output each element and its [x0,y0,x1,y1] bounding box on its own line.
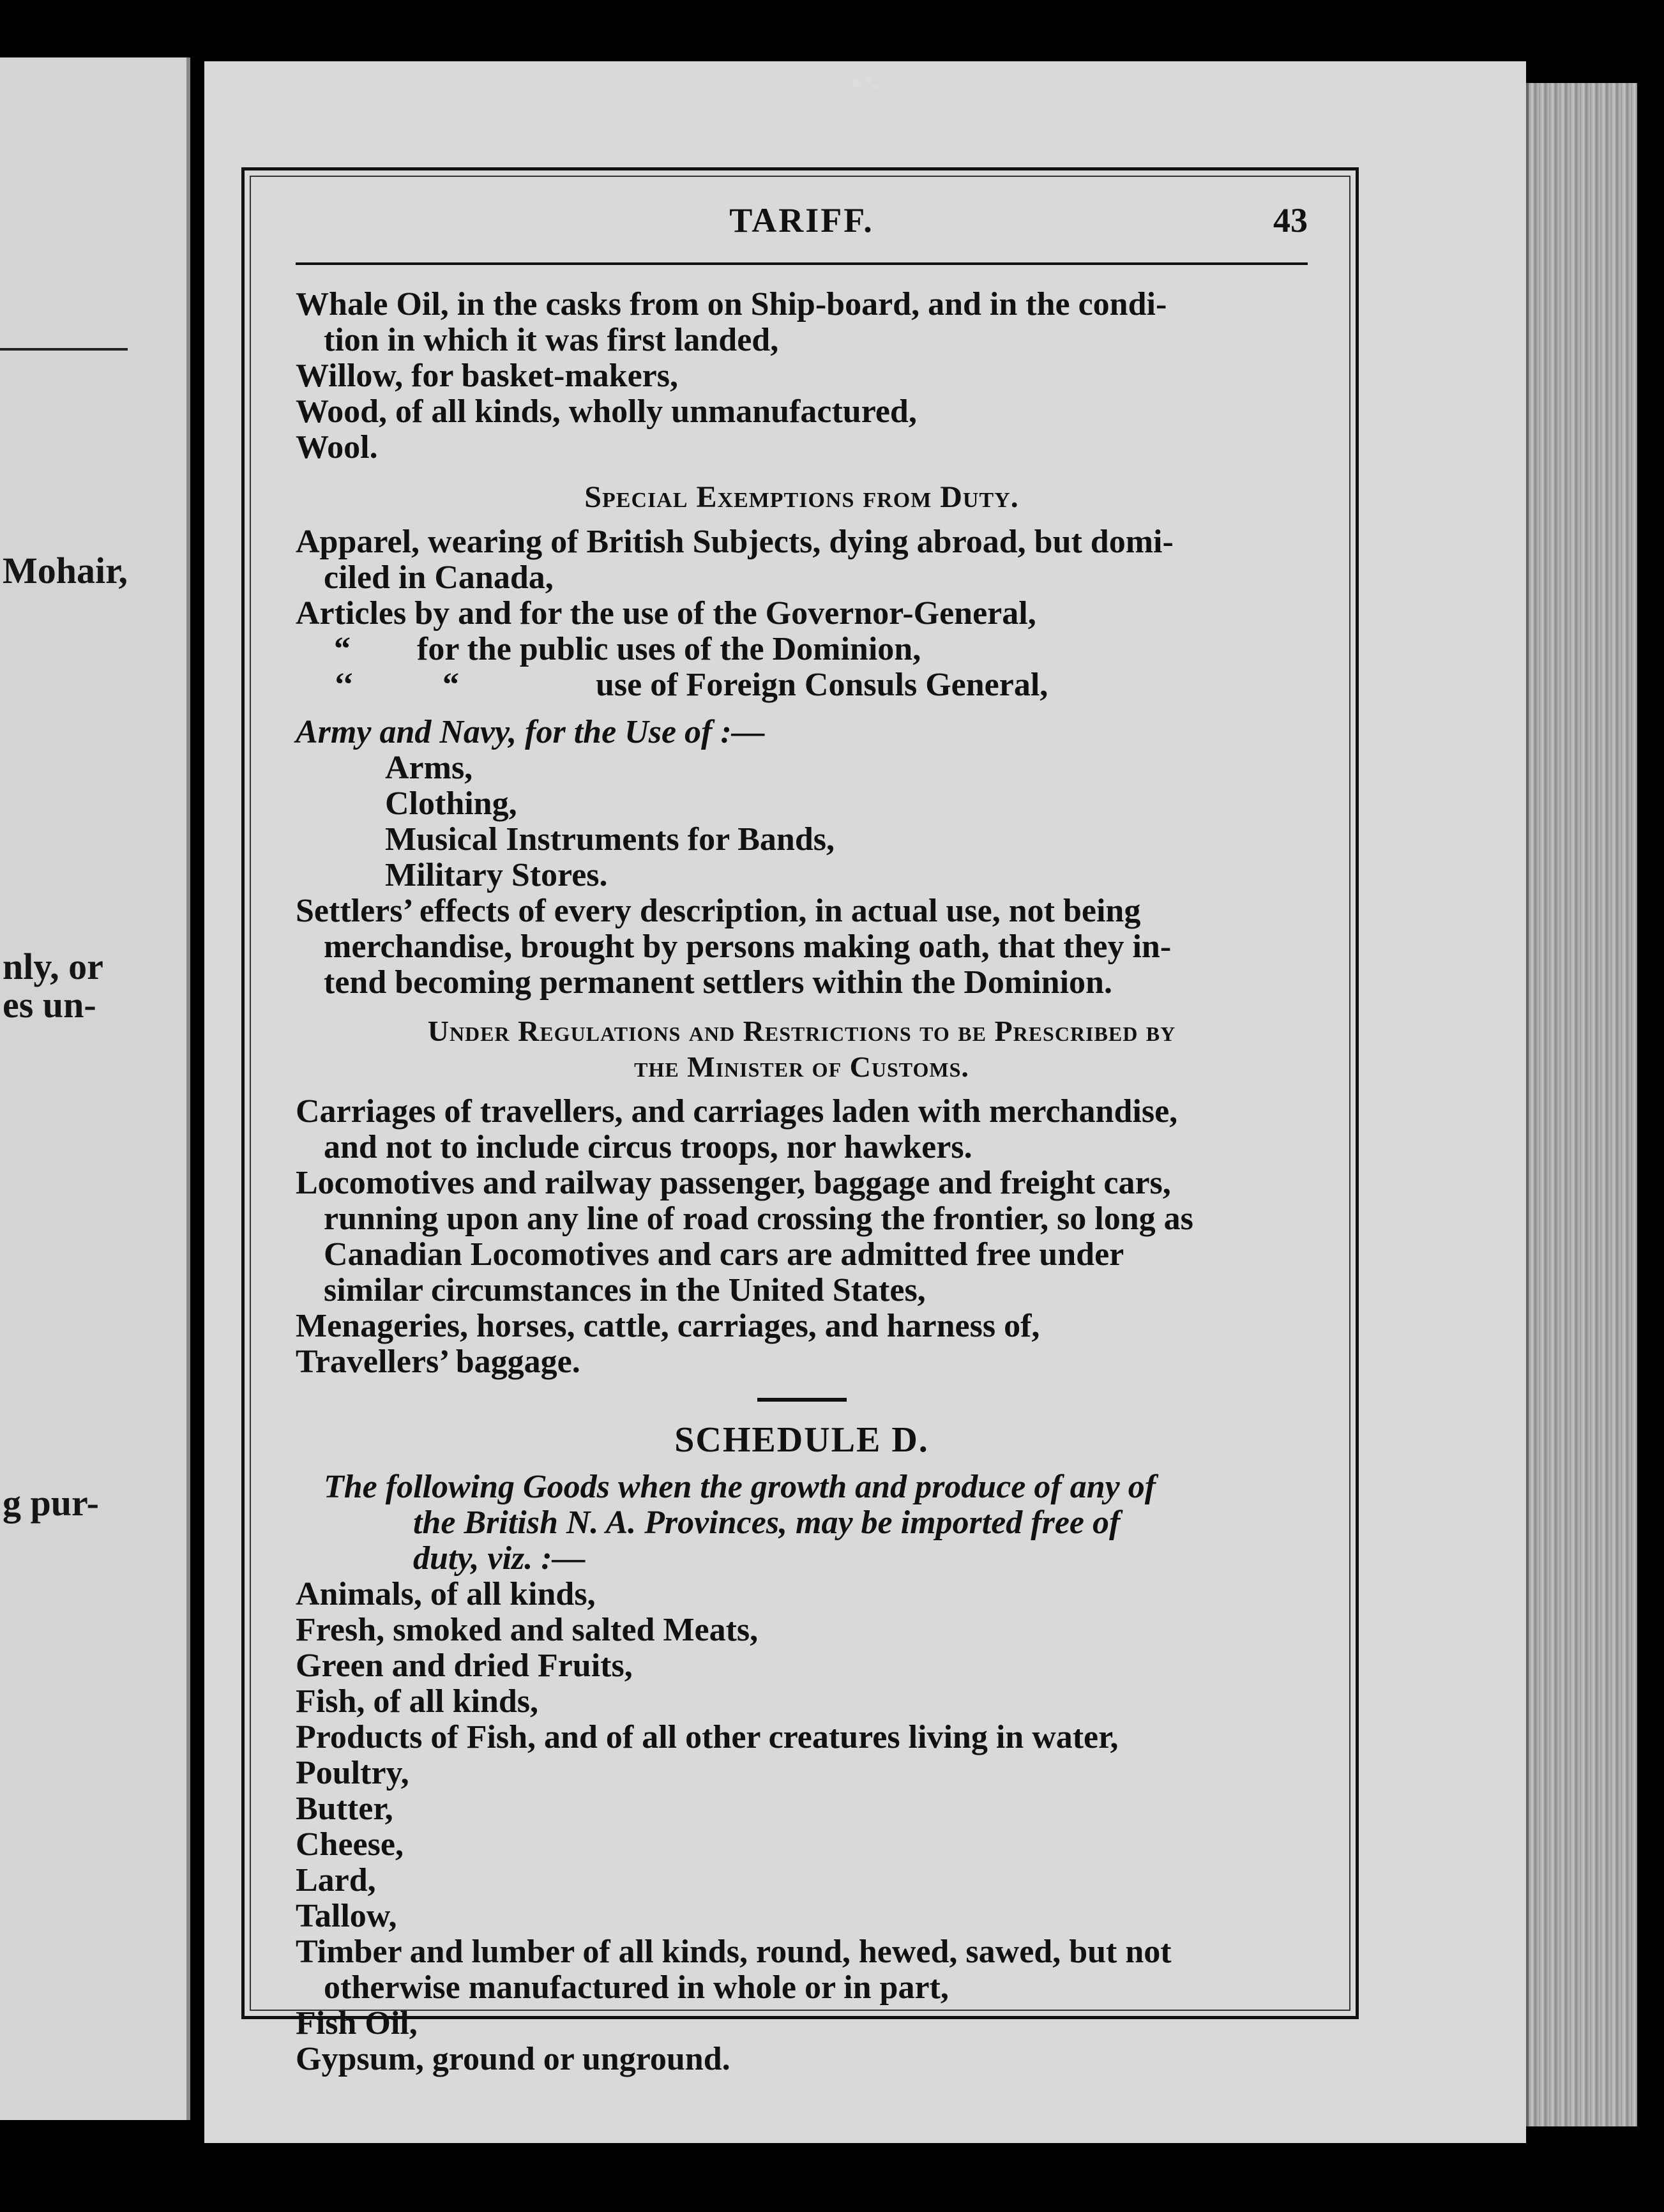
list-item: Wool. [296,429,378,466]
schedule-intro [296,1469,1308,1577]
list-item-continuation: tend becoming permanent settlers within the Dominion. [324,964,1112,1001]
running-header [296,202,1308,254]
ditto-mark: ‘‘ [334,667,354,703]
list-item-continuation: otherwise manufactured in whole or in part, [324,1969,949,2006]
book-page [204,61,1526,2143]
list-item: Carriages of travellers, and carriages laden with merchandise, [296,1093,1178,1130]
list-item: Fish Oil, [296,2005,418,2042]
list-item: Fish, of all kinds, [296,1683,539,1720]
list-item: Tallow, [296,1898,397,1934]
facing-page-fragment: g pur- [3,1482,99,1524]
list-item: Musical Instruments for Bands, [385,821,835,858]
list-item: Wood, of all kinds, wholly unmanufactured, [296,393,917,430]
list-item-continuation: tion in which it was first landed, [324,322,779,358]
facing-page [0,57,190,2120]
ditto-row [296,632,1308,667]
schedule-intro-line: The following Goods when the growth and produce of any of [324,1469,1156,1505]
list-item: Willow, for basket-makers, [296,358,678,394]
section-heading-regulations: Under Regulations and Restrictions to be Prescribed by [427,1015,1176,1047]
section-divider [757,1398,847,1402]
list-item-continuation: and not to include circus troops, nor hawkers. [324,1129,972,1165]
list-item: Green and dried Fruits, [296,1648,633,1684]
running-title: TARIFF. [729,201,874,239]
list-item: Poultry, [296,1755,409,1791]
page-number: 43 [1273,201,1308,239]
list-item-continuation: ciled in Canada, [324,559,554,596]
facing-page-rule [0,348,128,351]
facing-page-fragment: es un- [3,984,96,1026]
schedule-heading: SCHEDULE D. [674,1420,929,1460]
section-heading-special-exemptions: Special Exemptions from Duty. [584,480,1019,514]
schedule-intro-line: duty, viz. :— [413,1540,586,1577]
page-border [241,167,1359,2077]
list-item: Timber and lumber of all kinds, round, hewed, sawed, but not [296,1934,1172,1970]
page-content [296,202,1308,2077]
list-item: Articles by and for the use of the Governor-General, [296,595,1036,632]
header-rule [296,262,1308,265]
list-item: Butter, [296,1791,393,1827]
list-item: Arms, [385,750,473,786]
list-item-continuation: Canadian Locomotives and cars are admitted free under [324,1236,1124,1273]
list-item-continuation: running upon any line of road crossing the frontier, so long as [324,1201,1193,1237]
list-item: Whale Oil, in the casks from on Ship-board, and in the condi- [296,286,1167,322]
section-heading-regulations-sub: the Minister of Customs. [634,1050,969,1083]
ditto-mark: “ [442,667,459,703]
facing-page-fragment: Mohair, [3,550,128,591]
ink-speck [849,74,881,93]
list-item: Menageries, horses, cattle, carriages, and harness of, [296,1308,1040,1344]
list-item: Gypsum, ground or unground. [296,2041,730,2077]
list-item: Settlers’ effects of every description, in actual use, not being [296,893,1141,929]
list-item: Locomotives and railway passenger, baggage and freight cars, [296,1165,1171,1201]
list-item-continuation: similar circumstances in the United States, [324,1272,926,1308]
ditto-mark: “ [334,631,351,667]
list-item: Clothing, [385,785,517,822]
schedule-intro-line: the British N. A. Provinces, may be imported free of [413,1504,1121,1541]
list-item: Travellers’ baggage. [296,1344,580,1380]
list-item: Products of Fish, and of all other creatures living in water, [296,1719,1119,1755]
ditto-text: use of Foreign Consuls General, [596,667,1048,703]
spacer [296,703,1308,715]
ditto-text: for the public uses of the Dominion, [417,631,921,667]
list-item: Lard, [296,1862,376,1898]
page-edges [1526,83,1637,2126]
ditto-row [296,667,1308,703]
list-item: Cheese, [296,1826,404,1863]
list-item: Military Stores. [385,857,608,893]
list-item: Apparel, wearing of British Subjects, dying abroad, but domi- [296,524,1174,560]
list-item: Fresh, smoked and salted Meats, [296,1612,759,1648]
list-item: Animals, of all kinds, [296,1576,596,1612]
list-item-continuation: merchandise, brought by persons making oath, that they in- [324,928,1172,965]
facing-page-fragment: nly, or [3,946,103,987]
army-navy-heading: Army and Navy, for the Use of :— [296,714,765,750]
